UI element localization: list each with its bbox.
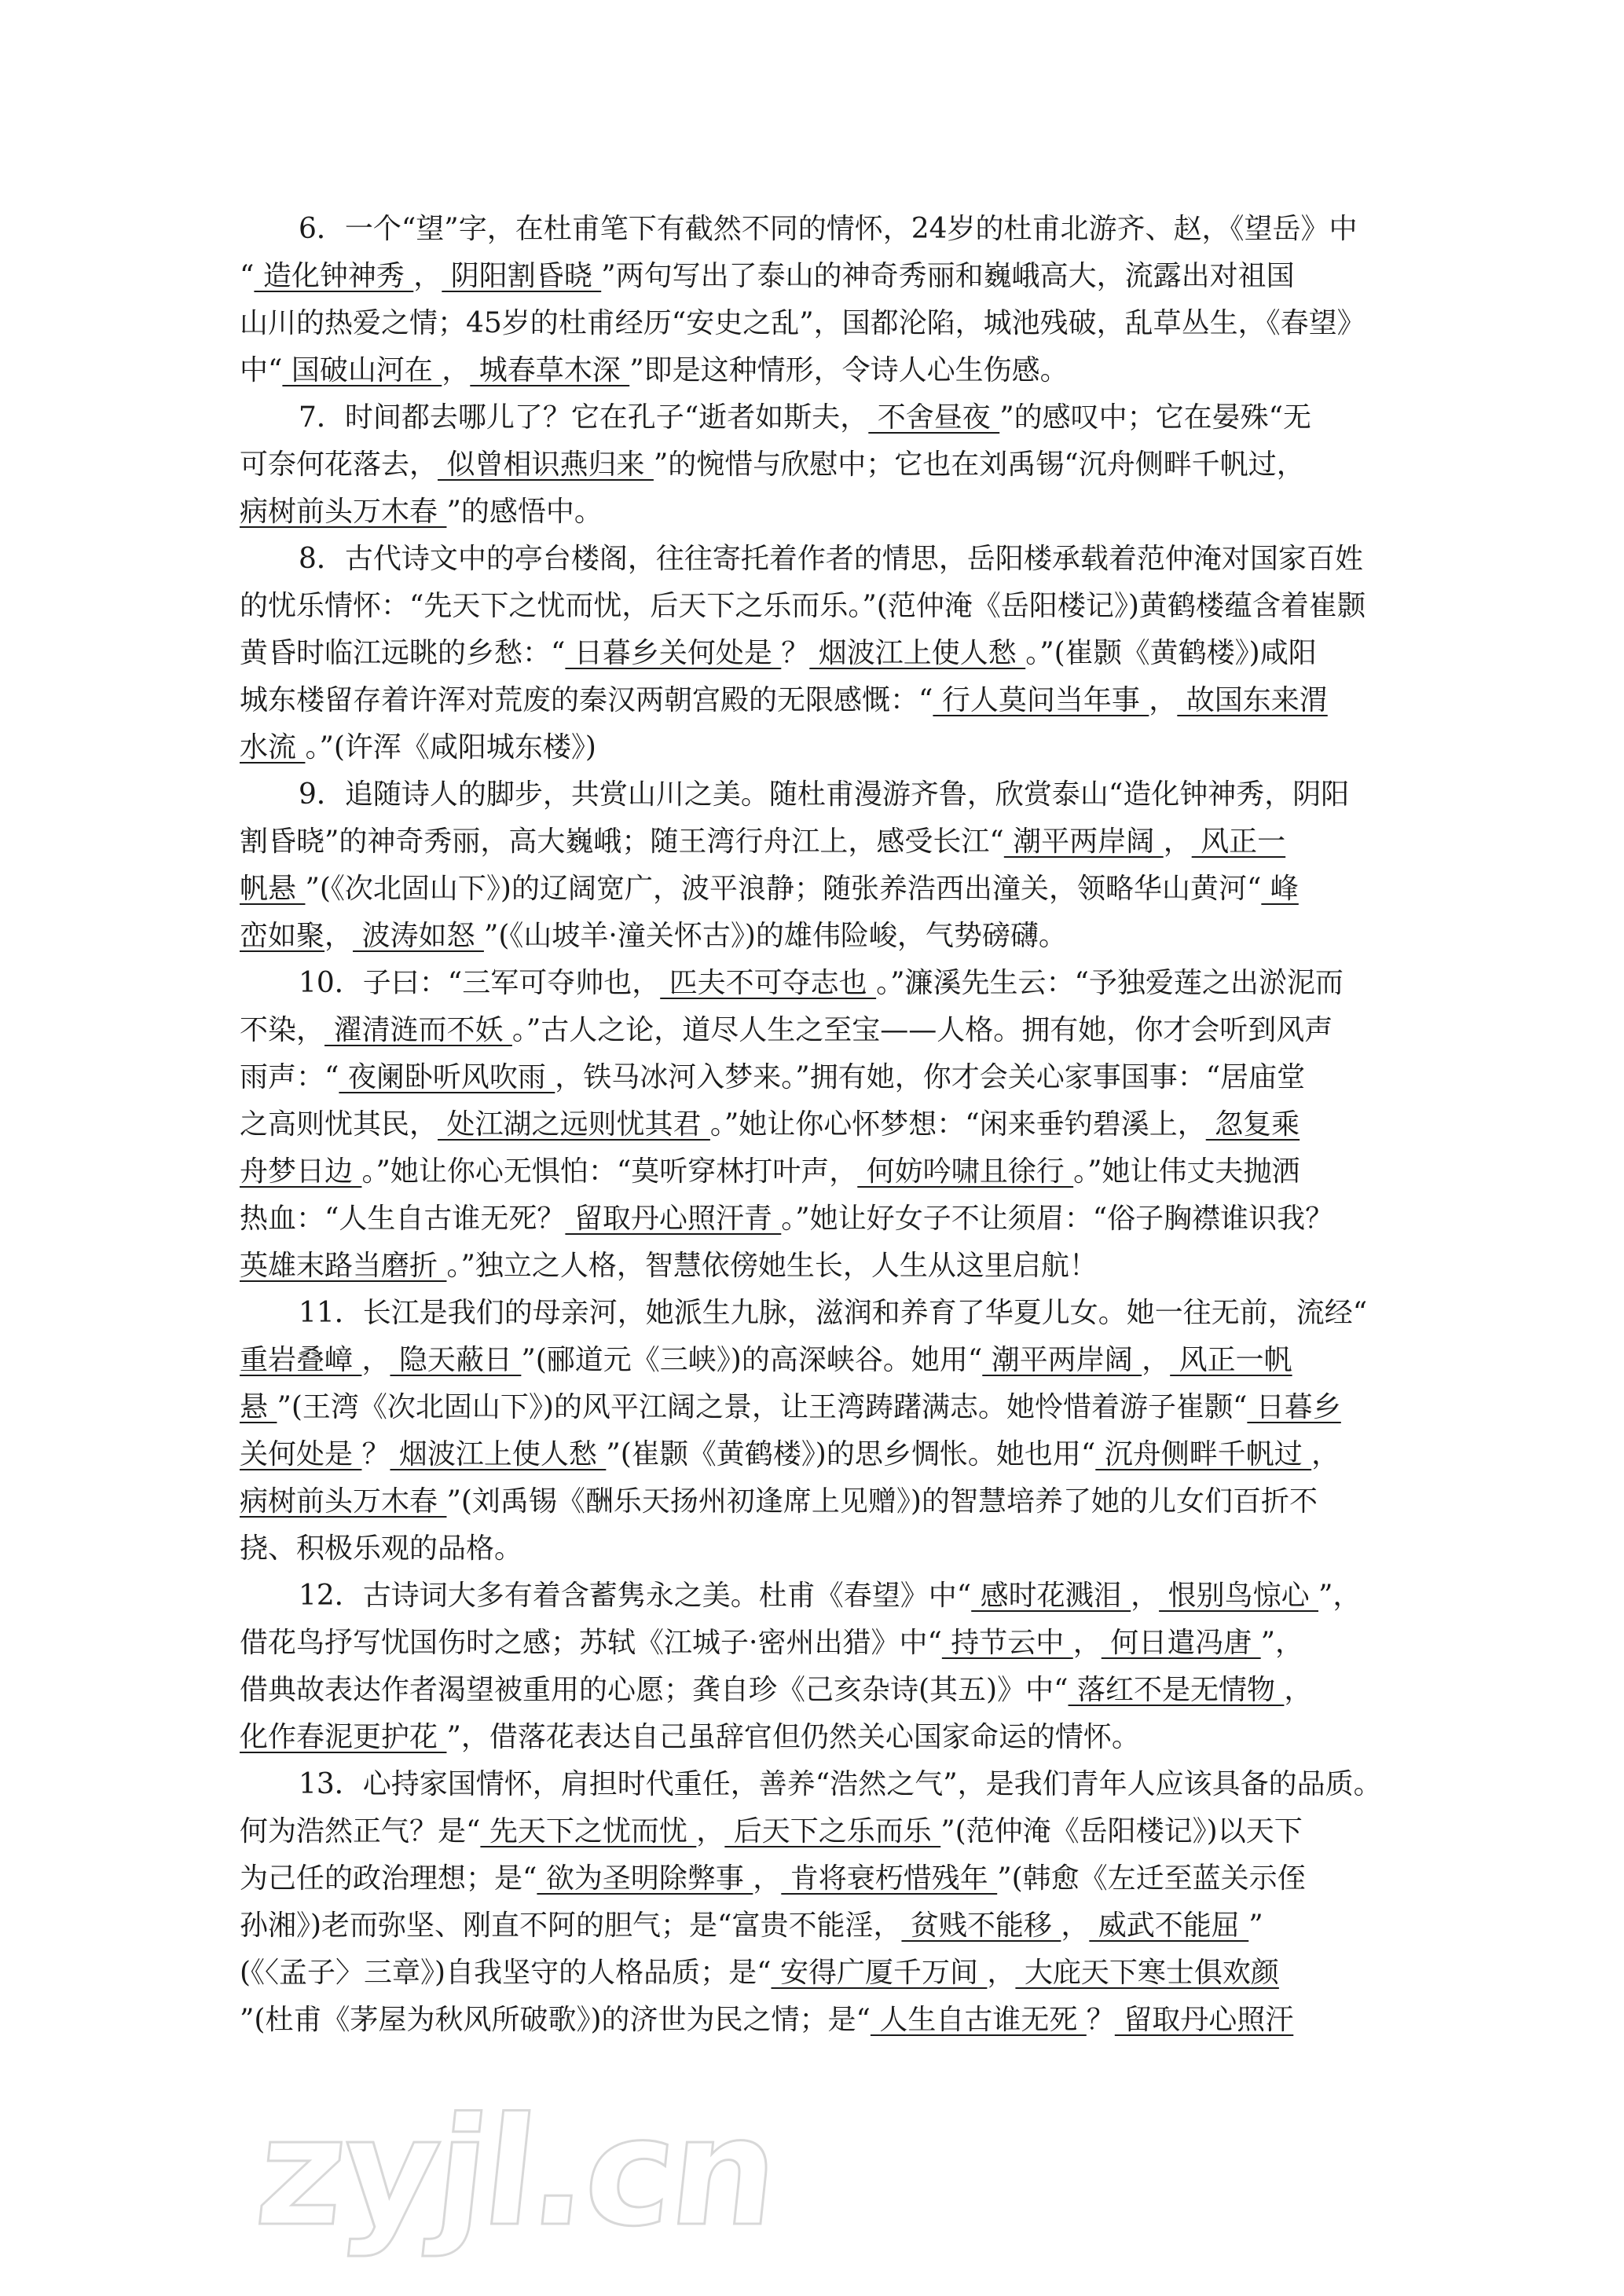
answer-blank: 落红不是无情物 — [1068, 1674, 1285, 1706]
line-text: ？ — [1086, 2004, 1115, 2036]
answer-blank: 舟梦日边 — [240, 1155, 362, 1188]
answer-blank: 处江湖之远则忧其君 — [438, 1108, 710, 1141]
answer-blank: 风正一 — [1191, 826, 1286, 858]
text-line — [240, 1243, 1395, 1290]
text-line — [240, 1525, 1395, 1573]
answer-blank: 安得广厦千万间 — [771, 1957, 988, 1989]
answer-blank: 威武不能屈 — [1089, 1910, 1249, 1942]
text-line — [240, 913, 1395, 960]
answer-blank: 留取丹心照汗青 — [565, 1203, 782, 1235]
line-text: ， — [324, 920, 354, 952]
answer-blank: 烟波江上使人愁 — [809, 637, 1026, 669]
line-text: ， — [1311, 1438, 1340, 1470]
line-text: ”(王湾《次北固山下》)的风平江阔之景，让王湾踌躇满志。她怜惜着游子崔颢“ — [277, 1391, 1248, 1423]
line-text: ”， — [1318, 1580, 1362, 1612]
line-text: 。”独立之人格，智慧依傍她生长，人生从这里启航！ — [446, 1250, 1098, 1282]
answer-blank: 重岩叠嶂 — [240, 1344, 362, 1376]
answer-blank: 城春草木深 — [470, 354, 630, 386]
text-line — [240, 1290, 1395, 1337]
line-text: 7．时间都去哪儿了？它在孔子“逝者如斯夫， — [299, 401, 869, 434]
answer-blank: 匹夫不可夺志也 — [660, 967, 877, 999]
line-text: 。”(崔颢《黄鹤楼》)咸阳 — [1025, 637, 1317, 669]
text-line — [240, 441, 1395, 489]
line-text: 借花鸟抒写忧国伤时之感；苏轼《江城子·密州出猎》中“ — [240, 1627, 942, 1659]
answer-blank: 人生自古谁无死 — [870, 2004, 1087, 2036]
answer-blank: 波涛如怒 — [353, 920, 484, 952]
line-text: 13．心持家国情怀，肩担时代重任，善养“浩然之气”，是我们青年人应该具备的品质。 — [299, 1768, 1382, 1800]
text-line — [240, 1902, 1395, 1950]
line-text: 山川的热爱之情；45岁的杜甫经历“安史之乱”，国都沦陷，城池残破，乱草丛生，《春望》 — [240, 307, 1366, 339]
text-line — [240, 1148, 1395, 1196]
text-line — [240, 489, 1395, 536]
answer-blank: 贫贱不能移 — [901, 1910, 1061, 1942]
text-line — [240, 1667, 1395, 1714]
answer-blank: 日暮乡关何处是 — [565, 637, 782, 669]
line-text: 为己任的政治理想；是“ — [240, 1862, 537, 1895]
line-text: 。”濂溪先生云：“予独爱莲之出淤泥而 — [876, 967, 1344, 999]
line-text: 。”她让伟丈夫抛洒 — [1073, 1155, 1300, 1188]
line-text: 何为浩然正气？是“ — [240, 1815, 481, 1847]
text-line — [240, 536, 1395, 583]
answer-blank: 悬 — [240, 1391, 277, 1423]
line-text: 雨声：“ — [240, 1061, 339, 1093]
line-text: 9．追随诗人的脚步，共赏山川之美。随杜甫漫游齐鲁，欣赏泰山“造化钟神秀，阴阳 — [299, 778, 1350, 811]
line-text: (《〈孟子〉三章》)自我坚守的人格品质；是“ — [240, 1957, 772, 1989]
line-text: ”(刘禹锡《酬乐天扬州初逢席上见赠》)的智慧培养了她的儿女们百折不 — [446, 1485, 1318, 1518]
answer-blank: 阴阳割昏晓 — [442, 260, 602, 292]
line-text: ， — [987, 1957, 1016, 1989]
line-text: 挠、积极乐观的品格。 — [240, 1532, 523, 1565]
text-line — [240, 1950, 1395, 1997]
text-line — [240, 1478, 1395, 1525]
watermark-logo: zyjl.cn — [249, 2085, 784, 2259]
line-text: ， — [696, 1815, 725, 1847]
text-line — [240, 394, 1395, 441]
text-line — [240, 347, 1395, 394]
line-text: 之高则忧其民， — [240, 1108, 438, 1141]
answer-blank: 国破山河在 — [282, 354, 442, 386]
line-text: ，铁马冰河入梦来。”拥有她，你才会关心家事国事：“居庙堂 — [555, 1061, 1306, 1093]
line-text: ”(《次北固山下》)的辽阔宽广，波平浪静；随张养浩西出潼关，领略华山黄河“ — [305, 873, 1262, 905]
line-text: 8．古代诗文中的亭台楼阁，往往寄托着作者的情思，岳阳楼承载着范仲淹对国家百姓 — [299, 543, 1363, 575]
line-text: ”(郦道元《三峡》)的高深峡谷。她用“ — [521, 1344, 983, 1376]
answer-blank: 造化钟神秀 — [254, 260, 414, 292]
text-line — [240, 630, 1395, 677]
text-line — [240, 771, 1395, 818]
text-line — [240, 1054, 1395, 1101]
line-text: ， — [1142, 1344, 1171, 1376]
line-text: ”的惋惜与欣慰中；它也在刘禹锡“沉舟侧畔千帆过， — [653, 449, 1305, 481]
text-line — [240, 960, 1395, 1007]
line-text: ， — [753, 1862, 782, 1895]
line-text: 中“ — [240, 354, 283, 386]
line-text: 。”她让你心怀梦想：“闲来垂钓碧溪上， — [709, 1108, 1206, 1141]
answer-blank: 肯将衰朽惜残年 — [781, 1862, 998, 1895]
answer-blank: 先天下之忧而忧 — [480, 1815, 697, 1847]
text-line — [240, 583, 1395, 630]
line-text: ”(韩愈《左迁至蓝关示侄 — [997, 1862, 1306, 1895]
line-text: ”，借落花表达自己虽辞官但仍然关心国家命运的情怀。 — [446, 1721, 1140, 1753]
answer-blank: 故国东来渭 — [1177, 684, 1328, 716]
text-line — [240, 1620, 1395, 1667]
document-body — [240, 206, 1395, 2044]
answer-blank: 关何处是 — [240, 1438, 362, 1470]
line-text: ， — [1131, 1580, 1160, 1612]
answer-blank: 风正一帆 — [1170, 1344, 1292, 1376]
line-text: ”(崔颢《黄鹤楼》)的思乡惆怅。她也用“ — [606, 1438, 1096, 1470]
line-text: 的忧乐情怀：“先天下之忧而忧，后天下之乐而乐。”(范仲淹《岳阳楼记》)黄鹤楼蕴含着崔颢 — [240, 590, 1366, 622]
answer-blank: 何日遣冯唐 — [1101, 1627, 1261, 1659]
text-line — [240, 1714, 1395, 1761]
line-text: 。”(许浑《咸阳城东楼》) — [305, 731, 596, 764]
line-text: 。”她让好女子不让须眉：“俗子胸襟谁识我？ — [781, 1203, 1334, 1235]
line-text: 孙湘》)老而弥坚、刚直不阿的胆气；是“富贵不能淫， — [240, 1910, 902, 1942]
answer-blank: 感时花溅泪 — [971, 1580, 1131, 1612]
answer-blank: 帆悬 — [240, 873, 306, 905]
line-text: ， — [1061, 1910, 1090, 1942]
line-text: 10．子曰：“三军可夺帅也， — [299, 967, 661, 999]
line-text: ， — [1149, 684, 1178, 716]
text-line — [240, 206, 1395, 253]
answer-blank: 水流 — [240, 731, 306, 764]
line-text: ， — [442, 354, 471, 386]
answer-blank: 何妨吟啸且徐行 — [857, 1155, 1074, 1188]
line-text: 借典故表达作者渴望被重用的心愿；龚自珍《己亥杂诗(其五)》中“ — [240, 1674, 1069, 1706]
line-text: ？ — [781, 637, 810, 669]
answer-blank: 行人莫问当年事 — [933, 684, 1149, 716]
answer-blank: 大庇天下寒士俱欢颜 — [1015, 1957, 1279, 1989]
line-text: 不染， — [240, 1014, 325, 1046]
line-text: ”的感叹中；它在晏殊“无 — [999, 401, 1312, 434]
line-text: ”的感悟中。 — [446, 496, 603, 528]
answer-blank: 病树前头万木春 — [240, 496, 447, 528]
line-text: ”(《山坡羊·潼关怀古》)的雄伟险峻，气势磅礴。 — [483, 920, 1067, 952]
line-text: ， — [1072, 1627, 1102, 1659]
answer-blank: 濯清涟而不妖 — [324, 1014, 512, 1046]
line-text: ”两句写出了泰山的神奇秀丽和巍峨高大，流露出对祖国 — [601, 260, 1295, 292]
text-line — [240, 724, 1395, 771]
answer-blank: 隐天蔽日 — [390, 1344, 522, 1376]
text-line — [240, 1997, 1395, 2044]
text-line — [240, 818, 1395, 866]
line-text: 。”古人之论，道尽人生之至宝——人格。拥有她，你才会听到风声 — [511, 1014, 1333, 1046]
line-text: ， — [413, 260, 442, 292]
text-line — [240, 1573, 1395, 1620]
line-text: ”即是这种情形，令诗人心生伤感。 — [629, 354, 1069, 386]
answer-blank: 恨别鸟惊心 — [1159, 1580, 1319, 1612]
text-line — [240, 300, 1395, 347]
answer-blank: 夜阑卧听风吹雨 — [339, 1061, 555, 1093]
answer-blank: 病树前头万木春 — [240, 1485, 447, 1518]
line-text: “ — [240, 260, 255, 292]
text-line — [240, 677, 1395, 724]
answer-blank: 日暮乡 — [1247, 1391, 1341, 1423]
line-text: ？ — [361, 1438, 390, 1470]
text-line — [240, 1196, 1395, 1243]
answer-blank: 留取丹心照汗 — [1114, 2004, 1294, 2036]
answer-blank: 不舍昼夜 — [868, 401, 1000, 434]
answer-blank: 欲为圣明除弊事 — [537, 1862, 753, 1895]
answer-blank: 沉舟侧畔千帆过 — [1095, 1438, 1312, 1470]
line-text: ”， — [1260, 1627, 1304, 1659]
line-text: 黄昏时临江远眺的乡愁：“ — [240, 637, 566, 669]
line-text: ”(杜甫《茅屋为秋风所破歌》)的济世为民之情；是“ — [240, 2004, 871, 2036]
text-line — [240, 1431, 1395, 1478]
text-line — [240, 1101, 1395, 1148]
answer-blank: 持节云中 — [941, 1627, 1073, 1659]
line-text: 热血：“人生自古谁无死？ — [240, 1203, 566, 1235]
line-text: 可奈何花落去， — [240, 449, 438, 481]
text-line — [240, 253, 1395, 300]
line-text: ， — [1163, 826, 1192, 858]
answer-blank: 似曾相识燕归来 — [438, 449, 654, 481]
answer-blank: 后天下之乐而乐 — [724, 1815, 941, 1847]
answer-blank: 潮平两岸阔 — [1003, 826, 1164, 858]
answer-blank: 化作春泥更护花 — [240, 1721, 447, 1753]
text-line — [240, 866, 1395, 913]
answer-blank: 烟波江上使人愁 — [390, 1438, 607, 1470]
answer-blank: 忽复乘 — [1205, 1108, 1300, 1141]
text-line — [240, 1761, 1395, 1808]
line-text: 割昏晓”的神奇秀丽，高大巍峨；随王湾行舟江上，感受长江“ — [240, 826, 1004, 858]
answer-blank: 峰 — [1261, 873, 1299, 905]
answer-blank: 潮平两岸阔 — [982, 1344, 1142, 1376]
line-text: ， — [1284, 1674, 1313, 1706]
line-text: ， — [361, 1344, 390, 1376]
line-text: 。”她让你心无惧怕：“莫听穿林打叶声， — [361, 1155, 858, 1188]
text-line — [240, 1855, 1395, 1902]
answer-blank: 峦如聚 — [240, 920, 325, 952]
text-line — [240, 1384, 1395, 1431]
text-line — [240, 1007, 1395, 1054]
text-line — [240, 1337, 1395, 1384]
line-text: 11．长江是我们的母亲河，她派生九脉，滋润和养育了华夏儿女。她一往无前，流经“ — [299, 1297, 1368, 1329]
line-text: 12．古诗词大多有着含蓄隽永之美。杜甫《春望》中“ — [299, 1580, 972, 1612]
text-line — [240, 1808, 1395, 1855]
line-text: ” — [1248, 1910, 1263, 1942]
line-text: ”(范仲淹《岳阳楼记》)以天下 — [940, 1815, 1303, 1847]
line-text: 6．一个“望”字，在杜甫笔下有截然不同的情怀，24岁的杜甫北游齐、赵，《望岳》中 — [299, 213, 1358, 245]
answer-blank: 英雄末路当磨折 — [240, 1250, 447, 1282]
line-text: 城东楼留存着许浑对荒废的秦汉两朝宫殿的无限感慨：“ — [240, 684, 933, 716]
